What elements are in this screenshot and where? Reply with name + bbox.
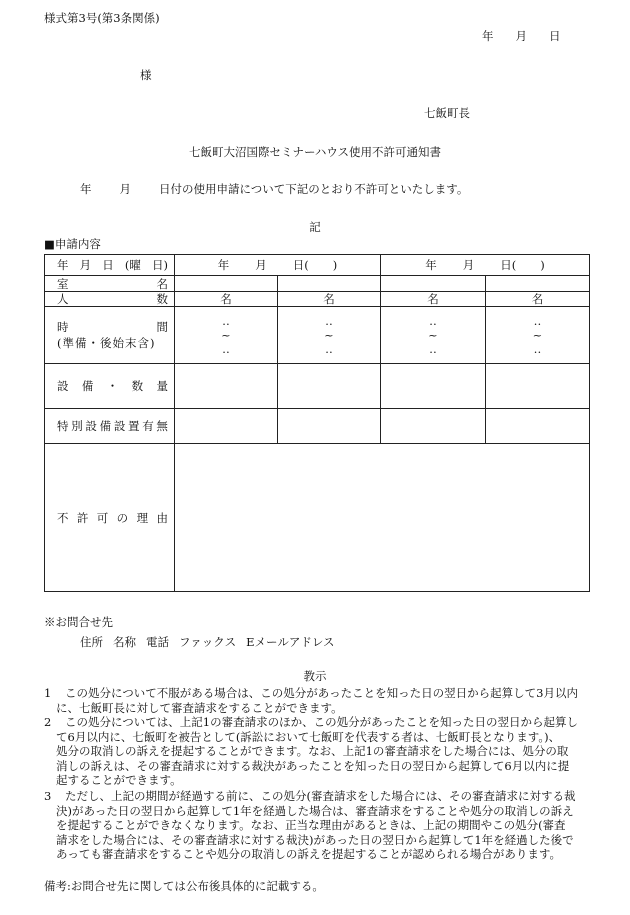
date-month: 月 (515, 29, 527, 43)
people-cell: 名 (381, 292, 486, 307)
people-cell: 名 (486, 292, 590, 307)
room-cell (175, 276, 278, 292)
row-special-label: 特 別 設 備 設 置 有 無 (45, 409, 175, 444)
special-cell (486, 409, 590, 444)
issuer-name: 七飯町長 (424, 106, 470, 120)
row-people-label: 人 数 (45, 292, 175, 307)
intro-sentence (80, 182, 468, 196)
row-date-label: 年 月 日 (曜 日) (45, 255, 175, 276)
row-special-equipment (45, 409, 590, 444)
special-cell (175, 409, 278, 444)
instruction-heading: 教示 (303, 669, 327, 683)
reason-cell (175, 444, 590, 592)
special-cell (278, 409, 381, 444)
row-equipment-label: 設 備 ・ 数 量 (45, 364, 175, 409)
special-cell (381, 409, 486, 444)
time-cell: ‥ ~ ‥ (381, 307, 486, 364)
equipment-cell (278, 364, 381, 409)
people-cell: 名 (175, 292, 278, 307)
people-cell: 名 (278, 292, 381, 307)
time-cell: ‥ ~ ‥ (175, 307, 278, 364)
instruction-item-1: 1 この処分について不服がある場合は、この処分があったことを知った日の翌日から起算して3月以内 に、七飯町長に対して審査請求をすることができます。 (44, 686, 578, 715)
row-people (45, 292, 590, 307)
row-time (45, 307, 590, 364)
equipment-cell (175, 364, 278, 409)
date-line (482, 29, 561, 43)
date-year: 年 (482, 29, 494, 43)
remarks-note: 備考:お問合せ先に関しては公布後具体的に記載する。 (44, 879, 324, 893)
intro-rest: 日付の使用申請について下記のとおり不許可といたします。 (159, 182, 469, 196)
room-cell (381, 276, 486, 292)
date-day: 日 (549, 29, 561, 43)
room-cell (278, 276, 381, 292)
section-label: ■申請内容 (44, 237, 101, 251)
addressee-suffix: 様 (140, 68, 152, 82)
row-date (45, 255, 590, 276)
row-reason-label: 不 許 可 の 理 由 (45, 444, 175, 592)
row-room (45, 276, 590, 292)
date-cell-1: 年 月 日( ) (175, 255, 381, 276)
row-equipment (45, 364, 590, 409)
instruction-item-2: 2 この処分については、上記1の審査請求のほか、この処分があったことを知った日の翌日から起算し て6月以内に、七飯町を被告として(訴訟において七飯町を代表する者は、七飯町長となります。)、 処分の取消しの訴えを提起することができます。なお、上記1の審査請求をした場合には、処分の取 消しの訴えは、その審査請求に対する裁決があったことを知った日の翌日から起算して6月以内に提 起することができます。 (44, 715, 578, 787)
date-cell-2: 年 月 日( ) (381, 255, 590, 276)
form-number: 様式第3号(第3条関係) (44, 11, 160, 25)
room-cell (486, 276, 590, 292)
contact-items: 住所 名称 電話 ファックス Eメールアドレス (80, 635, 335, 649)
equipment-cell (381, 364, 486, 409)
instruction-item-3: 3 ただし、上記の期間が経過する前に、この処分(審査請求をした場合には、その審査請求に対する裁 決)があった日の翌日から起算して1年を経過した場合は、審査請求をすることや処分の取消しの訴え を提起することができなくなります。なお、正当な理由があるときは、上記の期間やこの処分(審査 請求をした場合には、その審査請求に対する裁決)があった日の翌日から起算して1年を経過した後で あっても審査請求をすることや処分の取消しの訴えを提起することが認められる場合があります。 (44, 789, 576, 861)
intro-year: 年 (80, 182, 92, 196)
application-table (44, 254, 590, 592)
intro-month: 月 (119, 182, 131, 196)
row-room-label: 室 名 (45, 276, 175, 292)
ki-mark: 記 (309, 220, 321, 234)
time-cell: ‥ ~ ‥ (486, 307, 590, 364)
row-reason (45, 444, 590, 592)
row-time-label: 時 間 (準備・後始末含) (45, 307, 175, 364)
document-title: 七飯町大沼国際セミナーハウス使用不許可通知書 (188, 145, 442, 159)
contact-heading: ※お問合せ先 (44, 615, 113, 629)
time-cell: ‥ ~ ‥ (278, 307, 381, 364)
equipment-cell (486, 364, 590, 409)
